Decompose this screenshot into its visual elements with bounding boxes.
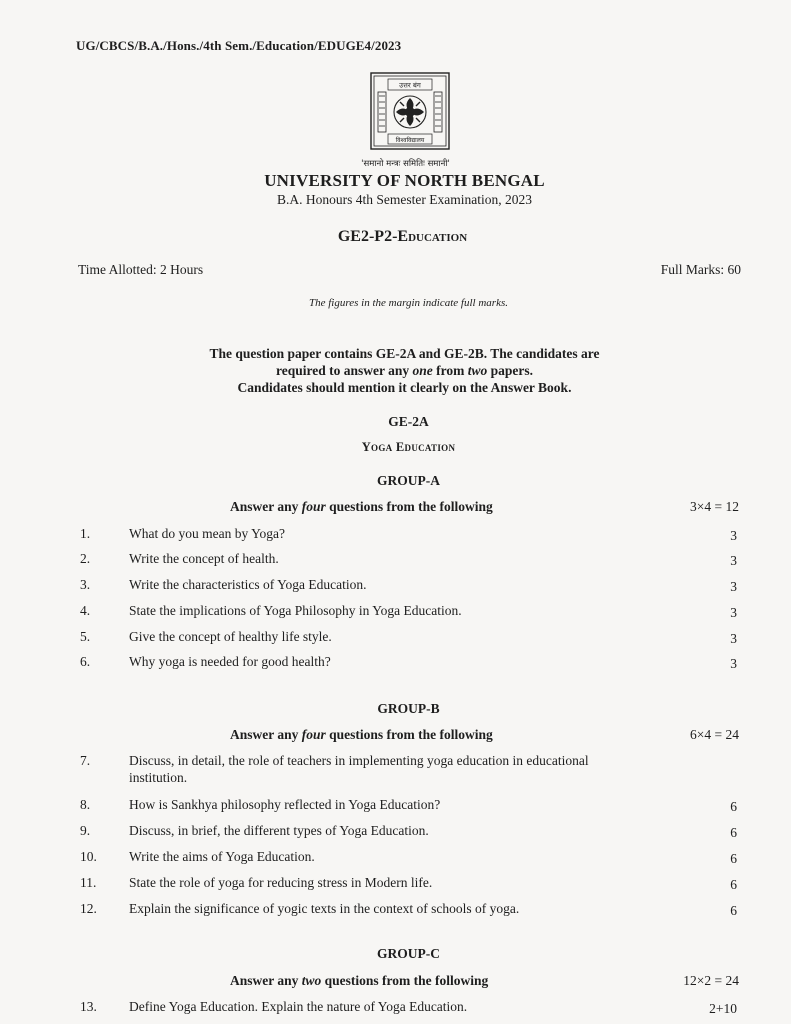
instruction-line-1: The question paper contains GE-2A and GE-2B. The candidates are bbox=[209, 346, 600, 361]
paper-code: GE2-P2-Education bbox=[337, 228, 468, 245]
document-code: UG/CBCS/B.A./Hons./4th Sem./Education/EDUGE4/2023 bbox=[76, 38, 402, 53]
question-text: Write the characteristics of Yoga Education. bbox=[129, 577, 367, 592]
answer-text: Answer any bbox=[230, 973, 302, 988]
question-number: 10. bbox=[80, 849, 97, 864]
group-b-title: GROUP-B bbox=[377, 701, 440, 716]
question-number: 7. bbox=[80, 753, 91, 768]
question-text: How is Sankhya philosophy reflected in Yoga Education? bbox=[129, 797, 441, 812]
group-c-title: GROUP-C bbox=[377, 946, 440, 961]
section-title: GE-2A bbox=[388, 414, 429, 429]
question-marks: 3 bbox=[730, 528, 737, 543]
instruction-text: papers. bbox=[487, 363, 534, 378]
time-allotted: Time Allotted: 2 Hours bbox=[78, 262, 204, 277]
question-number: 6. bbox=[80, 654, 91, 669]
question-marks: 3 bbox=[730, 605, 737, 620]
instruction-line-3: Candidates should mention it clearly on the Answer Book. bbox=[237, 380, 572, 395]
group-c-total: 12×2 = 24 bbox=[683, 973, 739, 988]
subject-title: Yoga Education bbox=[361, 440, 456, 454]
group-a-instruction bbox=[230, 499, 493, 515]
full-marks: Full Marks: 60 bbox=[660, 262, 741, 277]
question-marks: 6 bbox=[730, 799, 737, 814]
question-text: What do you mean by Yoga? bbox=[129, 526, 285, 541]
group-b-instruction bbox=[230, 727, 493, 743]
question-number: 9. bbox=[80, 823, 91, 838]
question-text: Write the aims of Yoga Education. bbox=[129, 849, 315, 864]
question-text: State the implications of Yoga Philosophy in Yoga Education. bbox=[129, 603, 462, 618]
question-marks: 3 bbox=[730, 553, 737, 568]
question-number: 2. bbox=[80, 551, 91, 566]
question-number: 11. bbox=[80, 875, 97, 890]
question-number: 3. bbox=[80, 577, 91, 592]
logo-bottom-text: विश्वविद्यालय bbox=[395, 137, 425, 144]
answer-emphasis: four bbox=[301, 727, 326, 742]
group-c-instruction bbox=[230, 973, 488, 989]
instruction-emphasis: one bbox=[412, 363, 433, 378]
university-logo bbox=[370, 72, 450, 150]
question-number: 4. bbox=[80, 603, 91, 618]
instruction-line-2 bbox=[18, 362, 791, 379]
question-number: 8. bbox=[80, 797, 91, 812]
exam-title: B.A. Honours 4th Semester Examination, 2023 bbox=[277, 192, 532, 207]
instruction-emphasis: two bbox=[467, 363, 488, 378]
instruction-text: required to answer any bbox=[275, 363, 413, 378]
answer-text: Answer any bbox=[230, 727, 302, 742]
question-text: Discuss, in detail, the role of teachers in implementing yoga education in educational institution. bbox=[129, 753, 589, 785]
group-b-total: 6×4 = 24 bbox=[690, 727, 739, 742]
question-marks: 6 bbox=[730, 877, 737, 892]
question-number: 13. bbox=[80, 999, 97, 1014]
question-text: Write the concept of health. bbox=[129, 551, 279, 566]
question-marks: 3 bbox=[730, 656, 737, 671]
question-marks: 6 bbox=[730, 825, 737, 840]
question-number: 12. bbox=[80, 901, 97, 916]
question-text: Why yoga is needed for good health? bbox=[129, 654, 331, 669]
group-a-total: 3×4 = 12 bbox=[690, 499, 739, 514]
question-marks: 6 bbox=[730, 903, 737, 918]
instruction-text: from bbox=[432, 363, 468, 378]
university-name: UNIVERSITY OF NORTH BENGAL bbox=[264, 171, 545, 190]
answer-text: questions from the following bbox=[325, 727, 493, 742]
question-number: 5. bbox=[80, 629, 91, 644]
question-text: State the role of yoga for reducing stress in Modern life. bbox=[129, 875, 433, 890]
logo-top-text: उत्तर बंग bbox=[399, 81, 421, 90]
question-text: Define Yoga Education. Explain the nature of Yoga Education. bbox=[129, 999, 468, 1014]
question-marks: 6 bbox=[730, 851, 737, 866]
answer-text: questions from the following bbox=[321, 973, 489, 988]
university-motto: 'समानो मन्त्रः समितिः समानी' bbox=[361, 159, 450, 169]
margin-note: The figures in the margin indicate full marks. bbox=[308, 297, 508, 309]
instructions bbox=[0, 345, 791, 396]
question-number: 1. bbox=[80, 526, 91, 541]
question-text: Give the concept of healthy life style. bbox=[129, 629, 332, 644]
question-text: Discuss, in brief, the different types of Yoga Education. bbox=[129, 823, 429, 838]
answer-emphasis: two bbox=[301, 973, 322, 988]
question-marks: 3 bbox=[730, 579, 737, 594]
question-marks: 2+10 bbox=[709, 1001, 737, 1016]
logo-emblem-icon bbox=[370, 72, 450, 150]
answer-text: questions from the following bbox=[325, 499, 493, 514]
answer-text: Answer any bbox=[230, 499, 302, 514]
group-a-title: GROUP-A bbox=[377, 473, 440, 488]
answer-emphasis: four bbox=[301, 499, 326, 514]
question-text: Explain the significance of yogic texts in the context of schools of yoga. bbox=[129, 901, 520, 916]
question-marks: 3 bbox=[730, 631, 737, 646]
